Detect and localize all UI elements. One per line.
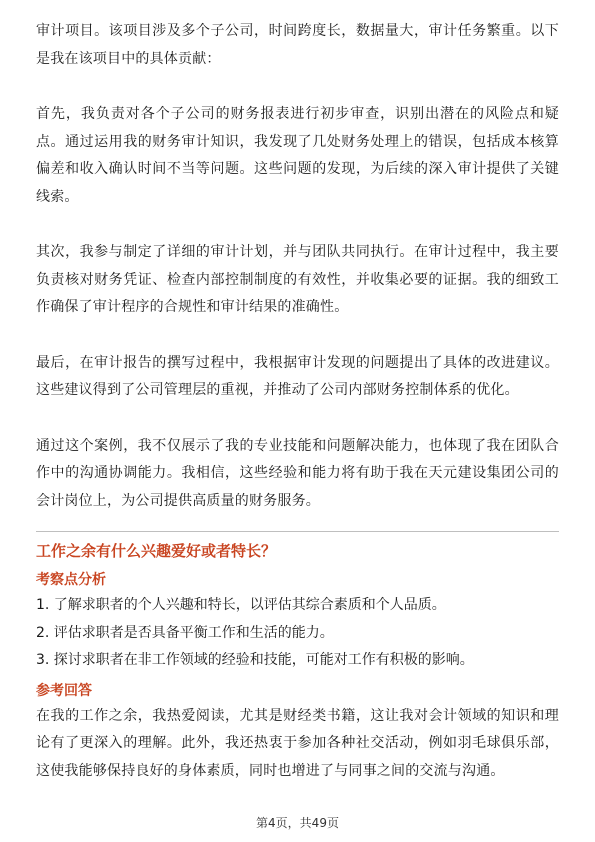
paragraph-first: 首先，我负责对各个子公司的财务报表进行初步审查，识别出潜在的风险点和疑点。通过运用我的财务审计知识，我发现了几处财务处理上的错误，包括成本核算偏差和收入确认时间不当等问题。这些问题的发现，为后续的深入审计提供了关键线索。 [36,106,559,205]
analysis-item: 1. 了解求职者的个人兴趣和特长，以评估其综合素质和个人品质。 [36,597,446,613]
question-heading: 工作之余有什么兴趣爱好或者特长？ [36,542,277,560]
analysis-heading: 考察点分析 [36,572,106,588]
analysis-item: 3. 探讨求职者在非工作领域的经验和技能，可能对工作有积极的影响。 [36,652,474,668]
paragraph-gap [36,322,559,350]
paragraph-gap [36,73,559,101]
page-number: 第4页，共49页 [256,816,339,830]
answer-heading: 参考回答 [36,682,92,699]
paragraph-gap [36,211,559,239]
paragraph-second: 其次，我参与制定了详细的审计计划，并与团队共同执行。在审计过程中，我主要负责核对财务凭证、检查内部控制制度的有效性，并收集必要的证据。我的细致工作确保了审计程序的合规性和审计结果的准确性。 [36,244,559,315]
paragraph-conclusion: 通过这个案例，我不仅展示了我的专业技能和问题解决能力，也体现了我在团队合作中的沟通协调能力。我相信，这些经验和能力将有助于我在天元建设集团公司的会计岗位上，为公司提供高质量的财务服务。 [36,437,559,509]
document-page [36,18,559,785]
paragraph-intro: 审计项目。该项目涉及多个子公司，时间跨度长，数据量大，审计任务繁重。以下是我在该项目中的具体贡献： [36,23,559,67]
answer-text: 在我的工作之余，我热爱阅读，尤其是财经类书籍，这让我对会计领域的知识和理论有了更深入的理解。此外，我还热衷于参加各种社交活动，例如羽毛球俱乐部，这使我能够保持良好的身体素质，同时也增进了与同事之间的交流与沟通。 [36,707,559,779]
section-divider [36,531,559,532]
analysis-item: 2. 评估求职者是否具备平衡工作和生活的能力。 [36,624,334,641]
paragraph-last: 最后，在审计报告的撰写过程中，我根据审计发现的问题提出了具体的改进建议。这些建议得到了公司管理层的重视，并推动了公司内部财务控制体系的优化。 [36,354,559,398]
paragraph-gap [36,405,559,433]
